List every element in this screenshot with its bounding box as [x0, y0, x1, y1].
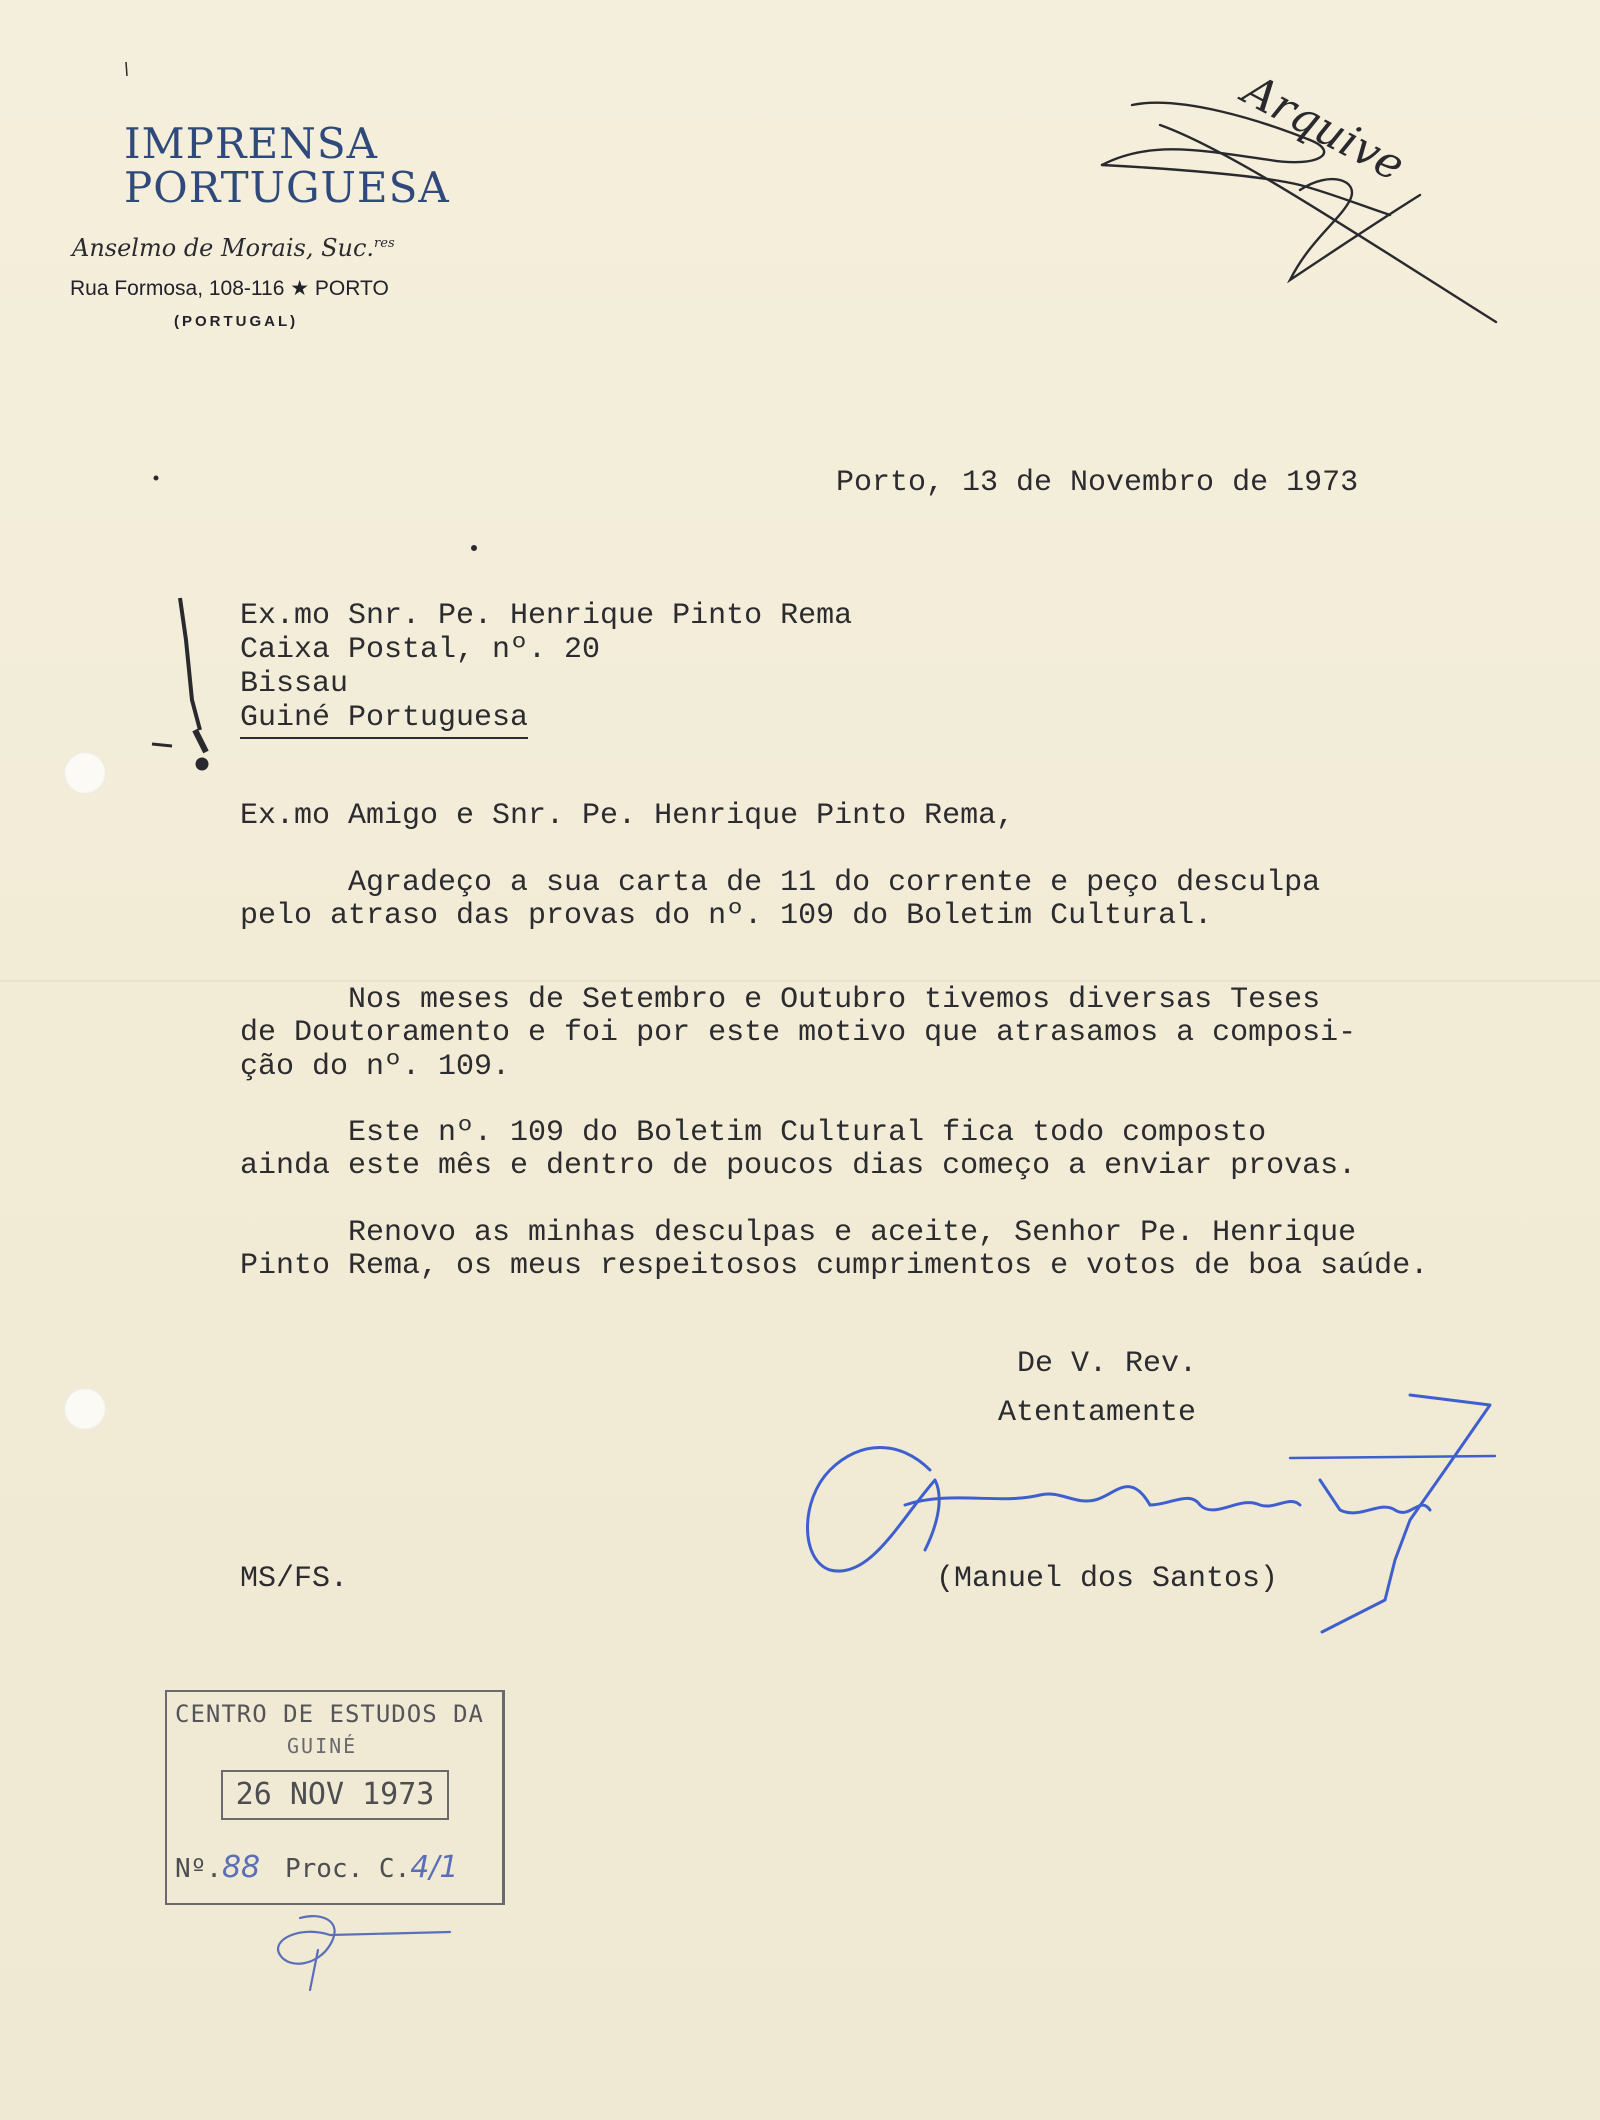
paragraph-1-line-1: Agradeço a sua carta de 11 do corrente e peço desculpa [240, 866, 1321, 900]
paragraph-3-line-1: Este nº. 109 do Boletim Cultural fica todo composto [240, 1116, 1267, 1150]
letterhead-name-line2: PORTUGUESA [124, 163, 450, 212]
paragraph-2-line-1: Nos meses de Setembro e Outubro tivemos diversas Teses [240, 983, 1321, 1017]
stamp-process: Proc. C.4/1 [285, 1850, 459, 1885]
letterhead-successor: Anselmo de Morais, Suc.$^{res}$ [72, 234, 395, 262]
closing-line-2: Atentamente [998, 1396, 1197, 1430]
archive-stamp [165, 1690, 505, 1905]
recipient-line-3: Bissau [240, 667, 349, 701]
closing-line-1: De V. Rev. [1017, 1347, 1198, 1381]
letterhead-name-line1: IMPRENSA [124, 119, 378, 168]
stamp-institution: CENTRO DE ESTUDOS DA [175, 1700, 484, 1728]
paragraph-4-line-2: Pinto Rema, os meus respeitosos cumprimentos e votos de boa saúde. [240, 1249, 1429, 1283]
letterhead-country: (PORTUGAL) [174, 313, 299, 330]
letter-date: Porto, 13 de Novembro de 1973 [836, 466, 1359, 500]
signatory-name: (Manuel dos Santos) [936, 1562, 1279, 1596]
recipient-line-1: Ex.mo Snr. Pe. Henrique Pinto Rema [240, 599, 853, 633]
paragraph-2-line-2: de Doutoramento e foi por este motivo que atrasamos a composi- [240, 1016, 1357, 1050]
handwritten-note: Arquive [1234, 64, 1413, 192]
paragraph-1-line-2: pelo atraso das provas do nº. 109 do Boletim Cultural. [240, 899, 1213, 933]
stamp-number: Nº.88 [175, 1850, 261, 1885]
recipient-line-4: Guiné Portuguesa [240, 701, 528, 735]
paragraph-2-line-3: ção do nº. 109. [240, 1050, 511, 1084]
stamp-date: 26 NOV 1973 [221, 1770, 449, 1820]
letterhead-address: Rua Formosa, 108-116 ★ PORTO [70, 277, 389, 300]
paragraph-3-line-2: ainda este mês e dentro de poucos dias começo a enviar provas. [240, 1149, 1357, 1183]
paragraph-4-line-1: Renovo as minhas desculpas e aceite, Senhor Pe. Henrique [240, 1216, 1357, 1250]
stamp-institution-line2: GUINÉ [287, 1734, 358, 1758]
stamp-initials [278, 1916, 450, 1990]
salutation: Ex.mo Amigo e Snr. Pe. Henrique Pinto Rema, [240, 799, 1015, 833]
handwritten-annotation [1102, 63, 1496, 322]
signature-graphic [808, 1395, 1496, 1632]
recipient-line-2: Caixa Postal, nº. 20 [240, 633, 601, 667]
reference-initials: MS/FS. [240, 1562, 349, 1596]
